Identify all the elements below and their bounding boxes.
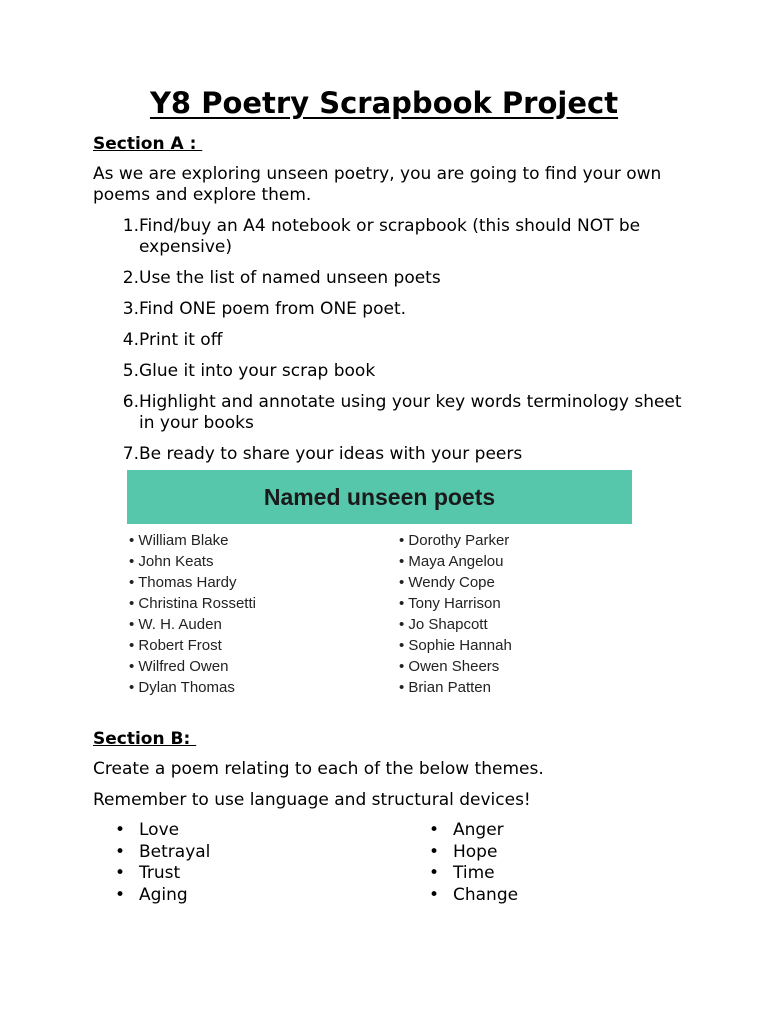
theme-label: Anger	[453, 820, 504, 840]
poet-item: • Thomas Hardy	[129, 574, 237, 591]
theme-label: Aging	[139, 884, 188, 905]
section-b-line2: Remember to use language and structural devices!	[93, 790, 531, 810]
section-a-steps	[93, 216, 693, 475]
poet-item: • Brian Patten	[399, 679, 491, 696]
poet-item: • Wilfred Owen	[129, 658, 229, 675]
themes-list-left	[93, 820, 210, 906]
step-text: Find/buy an A4 notebook or scrapbook (this should NOT be expensive)	[139, 216, 641, 257]
bullet-icon: •	[115, 884, 126, 905]
step-number: 7.	[122, 444, 139, 464]
theme-label: Trust	[139, 863, 181, 883]
list-item	[93, 299, 693, 320]
document-title: Y8 Poetry Scrapbook Project	[149, 86, 619, 120]
list-item	[93, 361, 693, 382]
list-item	[93, 444, 693, 465]
poets-list-right	[399, 530, 512, 698]
list-item	[93, 392, 693, 434]
bullet-icon: •	[429, 863, 440, 883]
list-item	[407, 842, 518, 864]
list-item	[93, 885, 210, 907]
step-text: Be ready to share your ideas with your peers	[139, 444, 523, 464]
step-text: Use the list of named unseen poets	[139, 268, 441, 288]
themes-list-right	[407, 820, 518, 906]
poet-item: • Robert Frost	[129, 637, 222, 654]
poet-item: • Maya Angelou	[399, 553, 504, 570]
list-item	[93, 216, 693, 258]
theme-label: Hope	[453, 841, 498, 862]
step-text: Glue it into your scrap book	[139, 361, 376, 381]
list-item	[93, 268, 693, 289]
section-b-heading: Section B:	[93, 729, 197, 749]
poet-item: • William Blake	[129, 532, 229, 549]
bullet-icon: •	[429, 841, 440, 862]
poet-item: • Jo Shapcott	[399, 616, 488, 633]
list-item	[93, 842, 210, 864]
theme-label: Betrayal	[139, 841, 211, 862]
bullet-icon: •	[429, 884, 440, 905]
poets-banner: Named unseen poets	[127, 470, 632, 524]
theme-label: Change	[453, 884, 519, 905]
poet-item: • Tony Harrison	[399, 595, 501, 612]
step-number: 4.	[122, 330, 139, 350]
section-a-intro: As we are exploring unseen poetry, you are going to find your own poems and explore them.	[93, 164, 662, 205]
step-number: 3.	[122, 299, 139, 319]
poet-item: • Sophie Hannah	[399, 637, 512, 654]
bullet-icon: •	[115, 841, 126, 862]
named-poets-image	[127, 470, 632, 700]
step-text: Find ONE poem from ONE poet.	[139, 299, 407, 319]
poet-item: • Owen Sheers	[399, 658, 500, 675]
step-text: Highlight and annotate using your key words terminology sheet in your books	[139, 392, 682, 433]
list-item	[407, 863, 518, 885]
theme-label: Love	[139, 820, 180, 840]
list-item	[93, 863, 210, 885]
poet-item: • Christina Rossetti	[129, 595, 256, 612]
step-number: 2.	[122, 268, 139, 288]
step-number: 5.	[122, 361, 139, 381]
list-item	[93, 820, 210, 842]
theme-label: Time	[453, 863, 495, 883]
step-text: Print it off	[139, 330, 223, 350]
section-b-line1: Create a poem relating to each of the below themes.	[93, 759, 544, 779]
bullet-icon: •	[115, 863, 126, 883]
list-item	[407, 885, 518, 907]
poet-item: • John Keats	[129, 553, 214, 570]
list-item	[93, 330, 693, 351]
poet-item: • Dorothy Parker	[399, 532, 510, 549]
step-number: 1.	[122, 216, 139, 236]
bullet-icon: •	[115, 820, 126, 840]
bullet-icon: •	[429, 820, 440, 840]
list-item	[407, 820, 518, 842]
poet-item: • Dylan Thomas	[129, 679, 235, 696]
poet-item: • Wendy Cope	[399, 574, 495, 591]
section-a-heading: Section A :	[93, 134, 203, 154]
step-number: 6.	[122, 392, 139, 412]
poets-list-left	[129, 530, 256, 698]
poet-item: • W. H. Auden	[129, 616, 222, 633]
